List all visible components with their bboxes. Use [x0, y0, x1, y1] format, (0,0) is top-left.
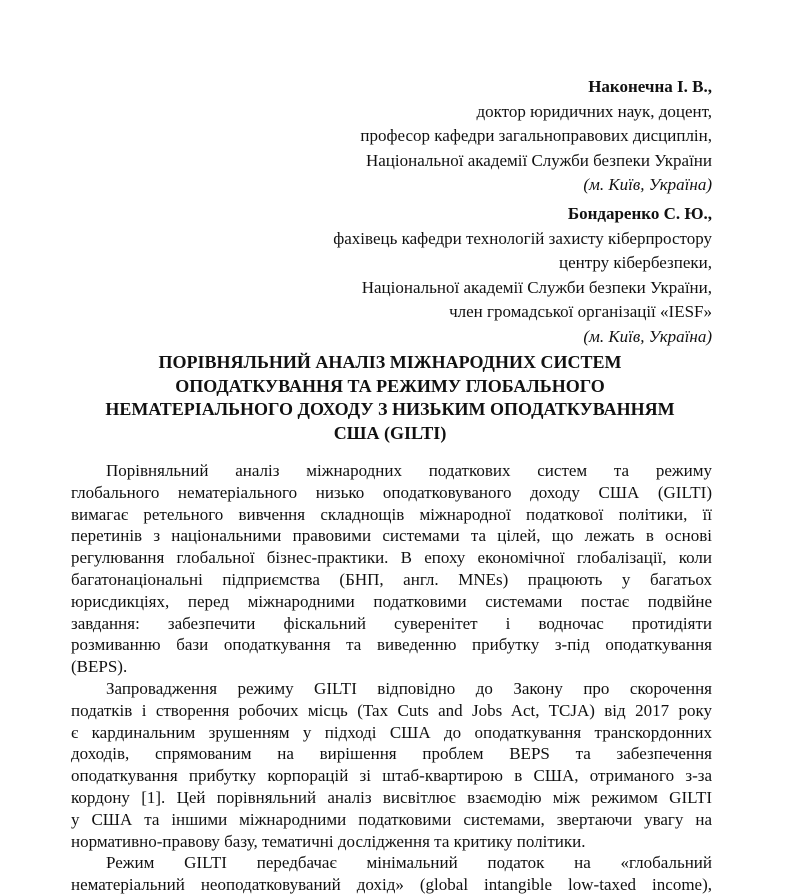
text-line: багатонаціональні підприємства (БНП, англ. MNEs) працюють у багатьох — [71, 569, 712, 589]
title-line: США (GILTI) — [333, 422, 447, 443]
author-affiliation-line: Національної академії Служби безпеки України, — [361, 277, 712, 297]
paragraph-2 — [71, 678, 712, 852]
author-affiliation-line: професор кафедри загальноправових дисциплін, — [360, 126, 712, 145]
author-block-2 — [333, 202, 712, 349]
author-affiliation-line: Національної академії Служби безпеки України — [365, 150, 712, 170]
author-location: (м. Київ, Україна) — [583, 326, 712, 346]
text-line: вимагає ретельного вивчення складнощів міжнародної податкової політики, її — [71, 504, 712, 524]
text-line: Режим GILTI передбачає мінімальний податок на «глобальний — [106, 853, 712, 873]
text-line: завдання: забезпечити фіскальний суверенітет і водночас протидіяти — [71, 613, 712, 633]
text-line: кордону [1]. Цей порівняльний аналіз висвітлює взаємодію між режимом GILTI — [71, 787, 712, 807]
text-line: нормативно-правову базу, тематичні дослідження та критику політики. — [71, 831, 586, 851]
text-line: доходів, спрямованим на вирішення проблем BEPS та забезпечення — [71, 744, 712, 764]
text-line: податків і створення робочих місць (Tax Cuts and Jobs Act, TCJA) від 2017 року — [71, 700, 712, 720]
article-body — [71, 460, 712, 896]
author-block-1 — [360, 75, 712, 198]
text-line: перетинів з національними правовими системами та цілей, що лежать в основі — [71, 526, 712, 546]
text-line: нематеріальний неоподатковуваний дохід» (global intangible low-taxed income), — [71, 875, 712, 895]
author-name: Наконечна І. В., — [588, 77, 712, 96]
author-affiliation-line: фахівець кафедри технологій захисту кіберпростору — [333, 228, 712, 248]
paragraph-1 — [71, 460, 712, 678]
text-line: регулювання глобальної бізнес-практики. В епоху економічної глобалізації, коли — [71, 548, 712, 568]
author-affiliation-line: доктор юридичних наук, доцент, — [476, 101, 712, 121]
text-line: (BEPS). — [71, 657, 128, 677]
article-title — [40, 351, 740, 445]
text-line: глобального нематеріального низько оподатковуваного доходу США (GILTI) — [71, 482, 712, 502]
author-name: Бондаренко С. Ю., — [567, 204, 712, 223]
author-location: (м. Київ, Україна) — [583, 175, 712, 194]
text-line: оподаткування прибутку корпорацій зі штаб-квартирою в США, отриманого з-за — [71, 766, 712, 786]
text-line: є кардинальним зрушенням у підході США до оподаткування транскордонних — [71, 722, 712, 742]
author-affiliation-line: член громадської організації «IESF» — [449, 302, 712, 321]
title-line: ОПОДАТКУВАННЯ ТА РЕЖИМУ ГЛОБАЛЬНОГО — [175, 375, 605, 396]
text-line: юрисдикціях, перед міжнародними податковими системами постає подвійне — [71, 591, 712, 611]
author-affiliation-line: центру кібербезпеки, — [559, 253, 712, 272]
text-line: розмиванню бази оподаткування та виведенню прибутку з-під оподаткування — [71, 635, 712, 655]
title-line: НЕМАТЕРІАЛЬНОГО ДОХОДУ З НИЗЬКИМ ОПОДАТКУВАННЯМ — [105, 399, 675, 419]
text-line: Запровадження режиму GILTI відповідно до Закону про скорочення — [106, 678, 712, 698]
text-line: Порівняльний аналіз міжнародних податкових систем та режиму — [106, 461, 712, 480]
paragraph-3 — [71, 852, 712, 896]
text-line: у США та іншими міжнародними податковими системами, звертаючи увагу на — [71, 809, 712, 829]
title-line: ПОРІВНЯЛЬНИЙ АНАЛІЗ МІЖНАРОДНИХ СИСТЕМ — [158, 352, 622, 372]
